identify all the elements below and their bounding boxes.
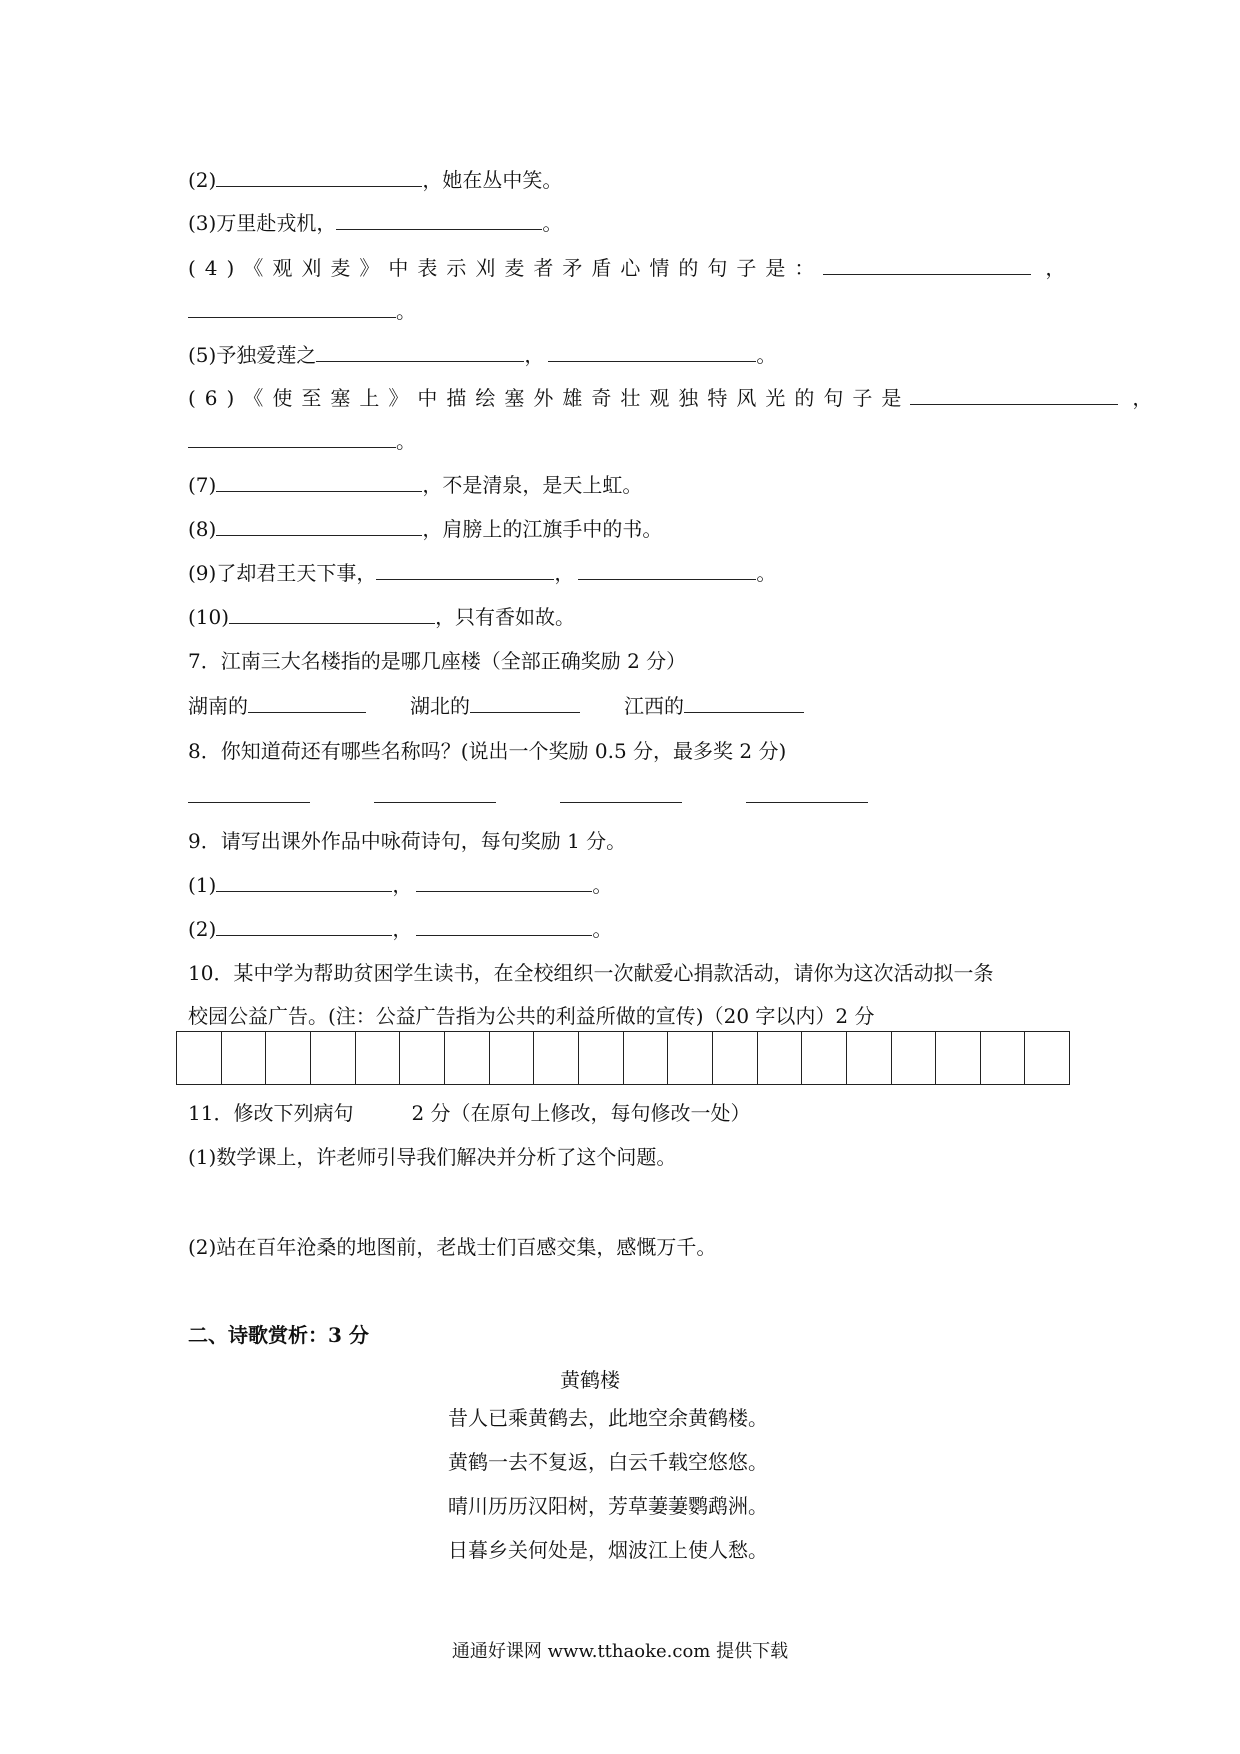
answer-blank[interactable] xyxy=(376,561,554,580)
grid-cell[interactable] xyxy=(266,1032,311,1084)
answer-blank[interactable] xyxy=(216,473,422,492)
fill-item-10 xyxy=(188,603,575,631)
item-text: ， xyxy=(1045,256,1066,280)
item-text: 11．修改下列病句 xyxy=(188,1101,354,1125)
answer-blank[interactable] xyxy=(316,343,524,362)
item-number: (8) xyxy=(188,517,217,541)
item-number: (2) xyxy=(188,917,217,941)
grid-cell[interactable] xyxy=(981,1032,1026,1084)
answer-blank[interactable] xyxy=(548,343,756,362)
fill-item-7 xyxy=(188,471,642,499)
grid-cell[interactable] xyxy=(311,1032,356,1084)
question-11-sentence-1: (1)数学课上，许老师引导我们解决并分析了这个问题。 xyxy=(188,1145,677,1169)
item-text: 。 xyxy=(592,917,613,941)
item-text: (9)了却君王天下事， xyxy=(188,561,377,585)
answer-blank[interactable] xyxy=(248,694,366,713)
fill-item-2 xyxy=(188,166,562,194)
item-text: ，只有香如故。 xyxy=(435,605,576,629)
question-8-title: 8．你知道荷还有哪些名称吗？(说出一个奖励 0.5 分，最多奖 2 分) xyxy=(188,739,787,763)
grid-cell[interactable] xyxy=(222,1032,267,1084)
item-text: ， xyxy=(524,343,545,367)
grid-cell[interactable] xyxy=(668,1032,713,1084)
answer-blank[interactable] xyxy=(216,873,392,892)
poem-line: 晴川历历汉阳树，芳草萋萋鹦鹉洲。 xyxy=(448,1494,768,1518)
answer-blank[interactable] xyxy=(374,784,496,803)
item-text: ，肩膀上的江旗手中的书。 xyxy=(422,517,663,541)
item-text: 。 xyxy=(756,343,777,367)
item-text: 。 xyxy=(396,299,416,323)
item-text: 。 xyxy=(396,429,416,453)
item-text: 。 xyxy=(592,873,613,897)
question-9-line-2 xyxy=(188,915,612,943)
answer-grid xyxy=(176,1031,1070,1085)
poem-line: 昔人已乘黄鹤去，此地空余黄鹤楼。 xyxy=(448,1406,768,1430)
item-text: 2 分（在原句上修改，每句修改一处） xyxy=(411,1101,751,1125)
item-number: (7) xyxy=(188,473,217,497)
grid-cell[interactable] xyxy=(579,1032,624,1084)
grid-cell[interactable] xyxy=(177,1032,222,1084)
footer-credit: 通通好课网 www.tthaoke.com 提供下载 xyxy=(451,1641,789,1662)
fill-item-6 xyxy=(188,384,1152,412)
grid-cell[interactable] xyxy=(400,1032,445,1084)
grid-cell[interactable] xyxy=(892,1032,937,1084)
answer-blank[interactable] xyxy=(336,211,542,230)
section-2-heading: 二、诗歌赏析：3 分 xyxy=(188,1323,369,1347)
poem-line: 日暮乡关何处是，烟波江上使人愁。 xyxy=(448,1538,768,1562)
item-text: (6)《使至塞上》中描绘塞外雄奇壮观独特风光的句子是 xyxy=(188,386,911,410)
item-text: ， xyxy=(392,917,413,941)
answer-blank[interactable] xyxy=(578,561,756,580)
fill-item-5 xyxy=(188,341,776,369)
poem-body xyxy=(448,1396,768,1572)
answer-blank[interactable] xyxy=(746,784,868,803)
question-7-answers xyxy=(188,692,804,720)
answer-blank[interactable] xyxy=(216,917,392,936)
grid-cell[interactable] xyxy=(936,1032,981,1084)
poem-line: 黄鹤一去不复返，白云千载空悠悠。 xyxy=(448,1450,768,1474)
grid-cell[interactable] xyxy=(713,1032,758,1084)
question-11-title xyxy=(188,1099,751,1127)
item-text: 。 xyxy=(542,211,563,235)
item-text: ，她在丛中笑。 xyxy=(422,168,563,192)
answer-blank[interactable] xyxy=(416,873,592,892)
answer-blank[interactable] xyxy=(188,784,310,803)
question-9-title: 9．请写出课外作品中咏荷诗句，每句奖励 1 分。 xyxy=(188,829,627,853)
grid-cell[interactable] xyxy=(534,1032,579,1084)
answer-blank[interactable] xyxy=(188,429,396,448)
item-number: (2) xyxy=(188,168,217,192)
fill-item-6-cont xyxy=(188,427,416,455)
fill-item-4-cont xyxy=(188,297,416,325)
item-text: 湖南的 xyxy=(188,694,248,718)
grid-cell[interactable] xyxy=(356,1032,401,1084)
fill-item-8 xyxy=(188,515,662,543)
item-text: 江西的 xyxy=(624,694,684,718)
poem-title: 黄鹤楼 xyxy=(560,1368,620,1392)
answer-blank[interactable] xyxy=(188,299,396,318)
question-7-title: 7．江南三大名楼指的是哪几座楼（全部正确奖励 2 分） xyxy=(188,649,687,673)
grid-cell[interactable] xyxy=(758,1032,803,1084)
item-text: (3)万里赴戎机， xyxy=(188,211,337,235)
question-8-answers xyxy=(188,782,868,810)
item-text: ， xyxy=(554,561,575,585)
answer-blank[interactable] xyxy=(684,694,804,713)
grid-cell[interactable] xyxy=(802,1032,847,1084)
answer-blank[interactable] xyxy=(560,784,682,803)
item-number: (1) xyxy=(188,873,217,897)
question-11-sentence-2: (2)站在百年沧桑的地图前，老战士们百感交集，感慨万千。 xyxy=(188,1235,717,1259)
fill-item-9 xyxy=(188,559,776,587)
item-text: (5)予独爱莲之 xyxy=(188,343,317,367)
question-10-line-2: 校园公益广告。(注：公益广告指为公共的利益所做的宣传)（20 字以内）2 分 xyxy=(188,1004,875,1028)
item-number: (10) xyxy=(188,605,230,629)
grid-cell[interactable] xyxy=(445,1032,490,1084)
answer-blank[interactable] xyxy=(910,386,1118,405)
answer-blank[interactable] xyxy=(470,694,580,713)
answer-blank[interactable] xyxy=(416,917,592,936)
answer-blank[interactable] xyxy=(216,168,422,187)
question-9-line-1 xyxy=(188,871,612,899)
fill-item-3 xyxy=(188,209,562,237)
grid-cell[interactable] xyxy=(1025,1032,1069,1084)
item-text: ， xyxy=(392,873,413,897)
item-text: (4)《观刈麦》中表示刈麦者矛盾心情的句子是： xyxy=(188,256,824,280)
grid-cell[interactable] xyxy=(624,1032,669,1084)
answer-blank[interactable] xyxy=(216,517,422,536)
item-text: ， xyxy=(1132,386,1153,410)
question-10-line-1: 10．某中学为帮助贫困学生读书，在全校组织一次献爱心捐款活动，请你为这次活动拟一条 xyxy=(188,961,994,985)
grid-cell[interactable] xyxy=(847,1032,892,1084)
grid-cell[interactable] xyxy=(490,1032,535,1084)
item-text: 湖北的 xyxy=(410,694,470,718)
item-text: ，不是清泉，是天上虹。 xyxy=(422,473,643,497)
fill-item-4 xyxy=(188,254,1065,282)
answer-blank[interactable] xyxy=(823,256,1031,275)
answer-blank[interactable] xyxy=(229,605,435,624)
item-text: 。 xyxy=(756,561,777,585)
